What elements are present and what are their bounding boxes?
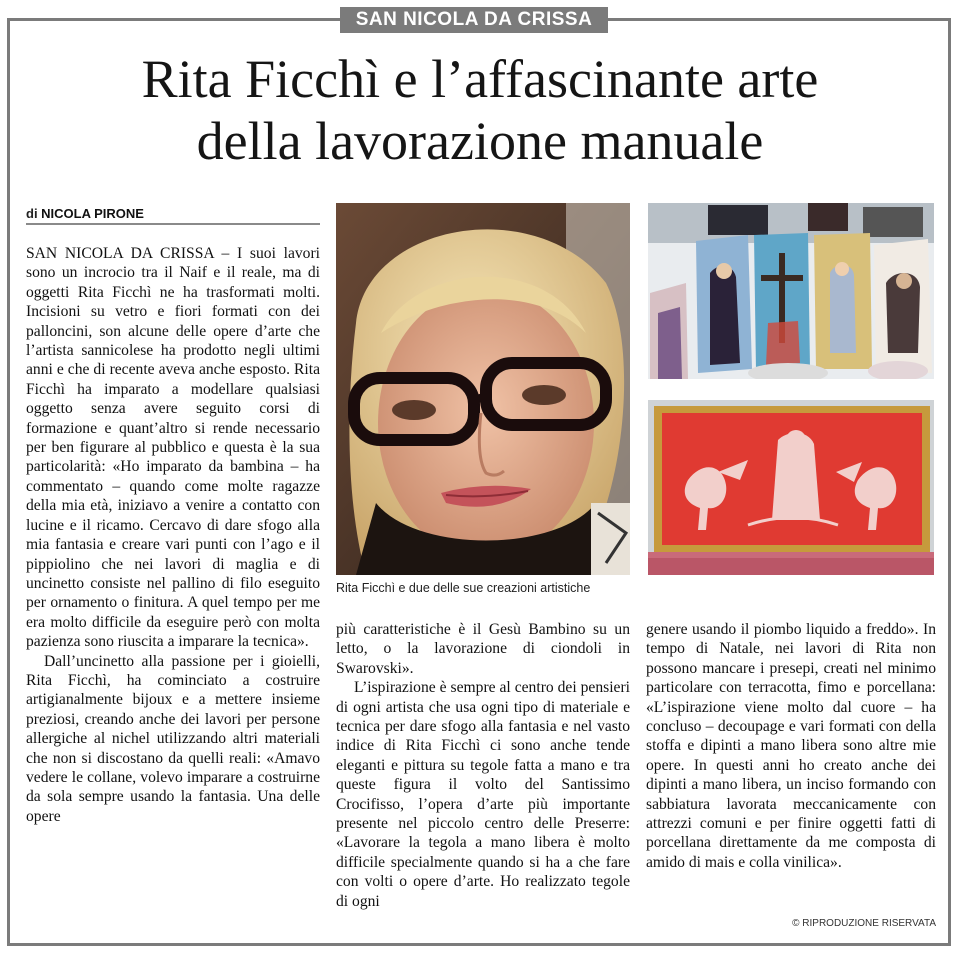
crafts-photo — [648, 203, 934, 379]
portrait-photo — [336, 203, 630, 575]
painted-tiles-image — [648, 203, 934, 379]
headline-line-2: della lavorazione manuale — [196, 111, 764, 171]
section-tag: SAN NICOLA DA CRISSA — [340, 7, 608, 33]
article-column-1 — [26, 244, 320, 826]
paragraph: più caratteristiche è il Gesù Bambino su un letto, o la lavorazione di ciondoli in Swarovski». — [336, 621, 630, 677]
byline — [26, 206, 320, 225]
framed-engraving-image — [648, 400, 934, 575]
framed-artwork-photo — [648, 400, 934, 575]
article-column-2 — [336, 620, 630, 911]
paragraph: Dall’uncinetto alla passione per i gioielli, Rita Ficchì, ha cominciato a costruire artigianalmente bijoux e a mettere insieme preziosi, creando anche dei lavori per persone allergiche al nichel utilizzando altri materiali che non si discostano da quelli reali: «Amavo vedere le collane, volevo imparare a costruirne da sola sempre usando la fantasia. Una delle opere — [26, 652, 320, 825]
copyright-notice: © RIPRODUZIONE RISERVATA — [792, 918, 936, 929]
byline-prefix: di — [26, 206, 42, 221]
portrait-image — [336, 203, 630, 575]
headline-line-1: Rita Ficchì e l’affascinante arte — [141, 49, 819, 109]
paragraph: genere usando il piombo liquido a freddo». In tempo di Natale, nei lavori di Rita non possono mancare i presepi, creati nel minimo particolare con terracotta, fimo e porcellana: «L’ispirazione viene molto dal cuore – ha concluso – decoupage e vari formati con della stoffa e dipinti a mano libera sono altre mie opere. In questi anni ho creato anche dei dipinti a mano libera, un inciso formando con sabbiatura lavorata meccanicamente con attrezzi comuni e per finire oggetti fatti di porcellana direttamente da me composta di amido di mais e colla vinilica». — [646, 621, 936, 871]
byline-author: NICOLA PIRONE — [41, 206, 144, 221]
article-column-3 — [646, 620, 936, 872]
paragraph: L’ispirazione è sempre al centro dei pensieri di ogni artista che usa ogni tipo di materiale e tecnica per dare sfogo alla fantasia e nel vasto indice di Rita Ficchì ci sono anche tende eleganti e pittura su tegole fatta a mano e tra queste figura il volto del Santissimo Crocifisso, l’opera d’arte più importante presente nel piccolo centro delle Preserre: «Lavorare la tegola a mano libera è molto difficile specialmente quando si ha a che fare con volti o opere d’arte. Ho realizzato tegole di ogni — [336, 679, 630, 910]
headline — [20, 48, 940, 172]
photo-caption: Rita Ficchì e due delle sue creazioni artistiche — [336, 581, 591, 595]
paragraph: SAN NICOLA DA CRISSA – I suoi lavori sono un incrocio tra il Naif e il reale, ma di oggetti Rita Ficchì ne ha trasformati molti. Incisioni su vetro e fiori formati con dei palloncini, son alcune delle opere d’arte che l’artista sannicolese ha prodotto negli ultimi anni e che di recente aveva anche esposto. Rita Ficchì ha imparato a modellare qualsiasi oggetto senza avere seguito corsi di formazione e quant’altro si rende necessario per ben figurare al pubblico e questa è la sua particolarità: «Ho imparato da bambina – ha commentato – quando come molte ragazze della mia età, iniziavo a venire a contatto con lucine e il ricamo. Cercavo di dare sfogo alla mia fantasia e creare vari punti con l’ago e il pippiolino che nei lavori di maglia e di uncinetto consiste nel pallino di filo eseguito per ornamento o finitura. A quel tempo per me era molto difficile da eseguire però con molta pazienza sono riuscita a imparare la tecnica». — [26, 245, 320, 651]
